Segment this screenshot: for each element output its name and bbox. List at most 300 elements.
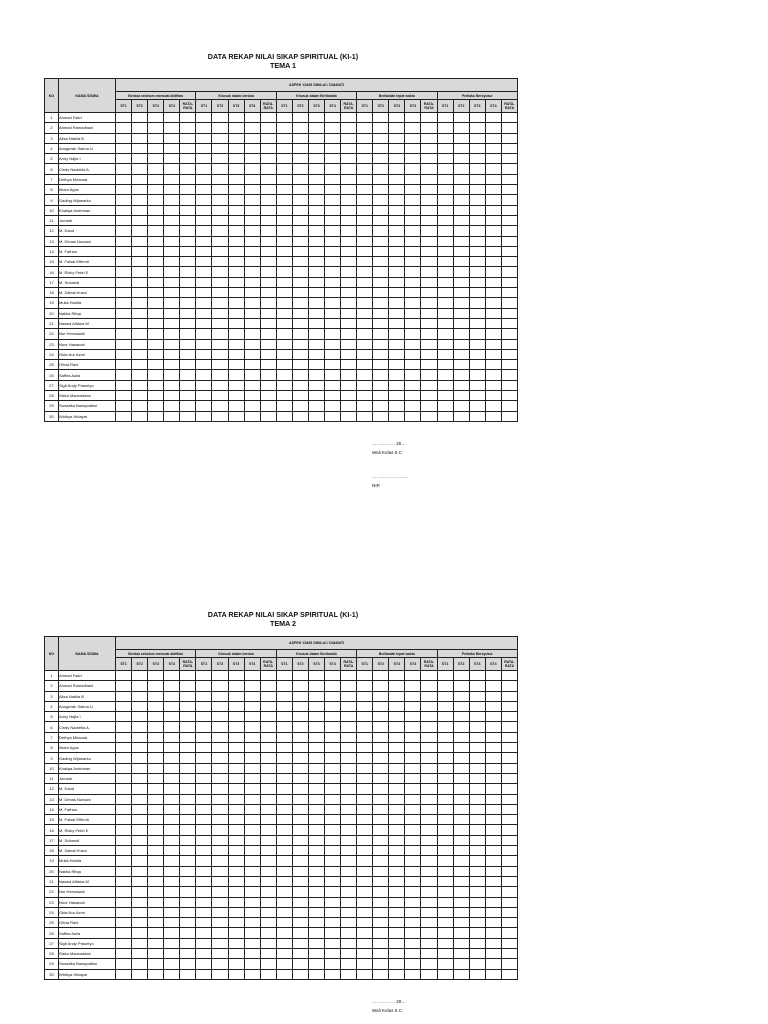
score-cell[interactable]: [244, 722, 260, 732]
score-cell[interactable]: [501, 236, 517, 246]
score-cell[interactable]: [148, 825, 164, 835]
score-cell[interactable]: [212, 681, 228, 691]
score-cell[interactable]: [212, 969, 228, 979]
score-cell[interactable]: [389, 288, 405, 298]
score-cell[interactable]: [469, 215, 485, 225]
score-cell[interactable]: [308, 969, 324, 979]
score-cell[interactable]: [212, 370, 228, 380]
score-cell[interactable]: [373, 701, 389, 711]
score-cell[interactable]: [116, 360, 132, 370]
score-cell[interactable]: [212, 794, 228, 804]
score-cell[interactable]: [164, 195, 180, 205]
score-cell[interactable]: [116, 257, 132, 267]
score-cell[interactable]: [196, 897, 212, 907]
score-cell[interactable]: [116, 969, 132, 979]
score-cell[interactable]: [469, 174, 485, 184]
score-cell[interactable]: [164, 360, 180, 370]
score-cell[interactable]: [260, 277, 276, 287]
score-cell[interactable]: [453, 918, 469, 928]
score-cell[interactable]: [485, 773, 501, 783]
score-cell[interactable]: [421, 113, 437, 123]
score-cell[interactable]: [244, 773, 260, 783]
score-cell[interactable]: [292, 959, 308, 969]
score-cell[interactable]: [196, 257, 212, 267]
score-cell[interactable]: [196, 185, 212, 195]
score-cell[interactable]: [357, 773, 373, 783]
score-cell[interactable]: [228, 143, 244, 153]
score-cell[interactable]: [164, 318, 180, 328]
score-cell[interactable]: [228, 949, 244, 959]
score-cell[interactable]: [260, 897, 276, 907]
score-cell[interactable]: [308, 339, 324, 349]
score-cell[interactable]: [373, 959, 389, 969]
score-cell[interactable]: [341, 732, 357, 742]
score-cell[interactable]: [276, 391, 292, 401]
score-cell[interactable]: [485, 866, 501, 876]
score-cell[interactable]: [292, 722, 308, 732]
score-cell[interactable]: [405, 784, 421, 794]
score-cell[interactable]: [501, 288, 517, 298]
score-cell[interactable]: [164, 143, 180, 153]
score-cell[interactable]: [116, 671, 132, 681]
score-cell[interactable]: [164, 671, 180, 681]
score-cell[interactable]: [228, 411, 244, 421]
score-cell[interactable]: [292, 835, 308, 845]
score-cell[interactable]: [437, 391, 453, 401]
score-cell[interactable]: [405, 288, 421, 298]
score-cell[interactable]: [325, 360, 341, 370]
score-cell[interactable]: [389, 856, 405, 866]
score-cell[interactable]: [308, 226, 324, 236]
score-cell[interactable]: [116, 928, 132, 938]
score-cell[interactable]: [501, 123, 517, 133]
score-cell[interactable]: [292, 712, 308, 722]
score-cell[interactable]: [132, 164, 148, 174]
score-cell[interactable]: [116, 773, 132, 783]
score-cell[interactable]: [341, 918, 357, 928]
score-cell[interactable]: [373, 370, 389, 380]
score-cell[interactable]: [437, 185, 453, 195]
score-cell[interactable]: [325, 701, 341, 711]
score-cell[interactable]: [325, 154, 341, 164]
score-cell[interactable]: [325, 846, 341, 856]
score-cell[interactable]: [196, 928, 212, 938]
score-cell[interactable]: [405, 391, 421, 401]
score-cell[interactable]: [228, 246, 244, 256]
score-cell[interactable]: [260, 825, 276, 835]
score-cell[interactable]: [453, 928, 469, 938]
score-cell[interactable]: [341, 123, 357, 133]
score-cell[interactable]: [485, 205, 501, 215]
score-cell[interactable]: [244, 794, 260, 804]
score-cell[interactable]: [116, 681, 132, 691]
score-cell[interactable]: [405, 339, 421, 349]
score-cell[interactable]: [196, 681, 212, 691]
score-cell[interactable]: [501, 113, 517, 123]
score-cell[interactable]: [341, 277, 357, 287]
score-cell[interactable]: [132, 959, 148, 969]
score-cell[interactable]: [373, 380, 389, 390]
score-cell[interactable]: [180, 691, 196, 701]
score-cell[interactable]: [228, 298, 244, 308]
score-cell[interactable]: [453, 185, 469, 195]
score-cell[interactable]: [341, 226, 357, 236]
score-cell[interactable]: [260, 722, 276, 732]
score-cell[interactable]: [132, 856, 148, 866]
score-cell[interactable]: [180, 794, 196, 804]
score-cell[interactable]: [292, 701, 308, 711]
score-cell[interactable]: [260, 969, 276, 979]
score-cell[interactable]: [212, 277, 228, 287]
score-cell[interactable]: [164, 959, 180, 969]
score-cell[interactable]: [308, 825, 324, 835]
score-cell[interactable]: [325, 277, 341, 287]
score-cell[interactable]: [276, 226, 292, 236]
score-cell[interactable]: [244, 257, 260, 267]
score-cell[interactable]: [501, 681, 517, 691]
score-cell[interactable]: [405, 691, 421, 701]
score-cell[interactable]: [196, 133, 212, 143]
score-cell[interactable]: [228, 846, 244, 856]
score-cell[interactable]: [196, 784, 212, 794]
score-cell[interactable]: [196, 846, 212, 856]
score-cell[interactable]: [308, 174, 324, 184]
score-cell[interactable]: [325, 804, 341, 814]
score-cell[interactable]: [116, 267, 132, 277]
score-cell[interactable]: [212, 113, 228, 123]
score-cell[interactable]: [405, 380, 421, 390]
score-cell[interactable]: [244, 763, 260, 773]
score-cell[interactable]: [132, 938, 148, 948]
score-cell[interactable]: [228, 154, 244, 164]
score-cell[interactable]: [292, 401, 308, 411]
score-cell[interactable]: [276, 195, 292, 205]
score-cell[interactable]: [212, 897, 228, 907]
score-cell[interactable]: [164, 185, 180, 195]
score-cell[interactable]: [325, 753, 341, 763]
score-cell[interactable]: [501, 928, 517, 938]
score-cell[interactable]: [325, 113, 341, 123]
score-cell[interactable]: [132, 794, 148, 804]
score-cell[interactable]: [180, 835, 196, 845]
score-cell[interactable]: [276, 318, 292, 328]
score-cell[interactable]: [421, 897, 437, 907]
score-cell[interactable]: [453, 712, 469, 722]
score-cell[interactable]: [469, 123, 485, 133]
score-cell[interactable]: [212, 288, 228, 298]
score-cell[interactable]: [485, 681, 501, 691]
score-cell[interactable]: [357, 815, 373, 825]
score-cell[interactable]: [260, 349, 276, 359]
score-cell[interactable]: [389, 133, 405, 143]
score-cell[interactable]: [116, 949, 132, 959]
score-cell[interactable]: [453, 391, 469, 401]
score-cell[interactable]: [501, 846, 517, 856]
score-cell[interactable]: [437, 174, 453, 184]
score-cell[interactable]: [421, 815, 437, 825]
score-cell[interactable]: [244, 969, 260, 979]
score-cell[interactable]: [228, 691, 244, 701]
score-cell[interactable]: [469, 784, 485, 794]
score-cell[interactable]: [469, 308, 485, 318]
score-cell[interactable]: [405, 267, 421, 277]
score-cell[interactable]: [164, 701, 180, 711]
score-cell[interactable]: [437, 846, 453, 856]
score-cell[interactable]: [501, 411, 517, 421]
score-cell[interactable]: [148, 763, 164, 773]
score-cell[interactable]: [116, 907, 132, 917]
score-cell[interactable]: [405, 712, 421, 722]
score-cell[interactable]: [244, 154, 260, 164]
score-cell[interactable]: [357, 949, 373, 959]
score-cell[interactable]: [228, 866, 244, 876]
score-cell[interactable]: [421, 370, 437, 380]
score-cell[interactable]: [357, 732, 373, 742]
score-cell[interactable]: [485, 123, 501, 133]
score-cell[interactable]: [116, 743, 132, 753]
score-cell[interactable]: [244, 928, 260, 938]
score-cell[interactable]: [501, 815, 517, 825]
score-cell[interactable]: [341, 712, 357, 722]
score-cell[interactable]: [437, 329, 453, 339]
score-cell[interactable]: [453, 288, 469, 298]
score-cell[interactable]: [437, 835, 453, 845]
score-cell[interactable]: [212, 732, 228, 742]
score-cell[interactable]: [148, 123, 164, 133]
score-cell[interactable]: [437, 226, 453, 236]
score-cell[interactable]: [421, 401, 437, 411]
score-cell[interactable]: [244, 370, 260, 380]
score-cell[interactable]: [437, 887, 453, 897]
score-cell[interactable]: [501, 380, 517, 390]
score-cell[interactable]: [421, 846, 437, 856]
score-cell[interactable]: [341, 846, 357, 856]
score-cell[interactable]: [485, 391, 501, 401]
score-cell[interactable]: [469, 897, 485, 907]
score-cell[interactable]: [260, 236, 276, 246]
score-cell[interactable]: [485, 856, 501, 866]
score-cell[interactable]: [373, 195, 389, 205]
score-cell[interactable]: [212, 349, 228, 359]
score-cell[interactable]: [212, 329, 228, 339]
score-cell[interactable]: [485, 753, 501, 763]
score-cell[interactable]: [485, 835, 501, 845]
score-cell[interactable]: [485, 257, 501, 267]
score-cell[interactable]: [357, 846, 373, 856]
score-cell[interactable]: [501, 164, 517, 174]
score-cell[interactable]: [276, 794, 292, 804]
score-cell[interactable]: [292, 246, 308, 256]
score-cell[interactable]: [180, 267, 196, 277]
score-cell[interactable]: [325, 763, 341, 773]
score-cell[interactable]: [244, 298, 260, 308]
score-cell[interactable]: [276, 969, 292, 979]
score-cell[interactable]: [389, 349, 405, 359]
score-cell[interactable]: [341, 349, 357, 359]
score-cell[interactable]: [421, 712, 437, 722]
score-cell[interactable]: [308, 743, 324, 753]
score-cell[interactable]: [292, 907, 308, 917]
score-cell[interactable]: [437, 753, 453, 763]
score-cell[interactable]: [325, 959, 341, 969]
score-cell[interactable]: [357, 164, 373, 174]
score-cell[interactable]: [501, 887, 517, 897]
score-cell[interactable]: [148, 753, 164, 763]
score-cell[interactable]: [485, 969, 501, 979]
score-cell[interactable]: [469, 236, 485, 246]
score-cell[interactable]: [405, 236, 421, 246]
score-cell[interactable]: [357, 691, 373, 701]
score-cell[interactable]: [148, 185, 164, 195]
score-cell[interactable]: [341, 257, 357, 267]
score-cell[interactable]: [485, 887, 501, 897]
score-cell[interactable]: [244, 308, 260, 318]
score-cell[interactable]: [437, 712, 453, 722]
score-cell[interactable]: [485, 763, 501, 773]
score-cell[interactable]: [292, 174, 308, 184]
score-cell[interactable]: [341, 907, 357, 917]
score-cell[interactable]: [116, 380, 132, 390]
score-cell[interactable]: [260, 794, 276, 804]
score-cell[interactable]: [485, 691, 501, 701]
score-cell[interactable]: [276, 174, 292, 184]
score-cell[interactable]: [453, 825, 469, 835]
score-cell[interactable]: [405, 763, 421, 773]
score-cell[interactable]: [164, 349, 180, 359]
score-cell[interactable]: [421, 763, 437, 773]
score-cell[interactable]: [389, 298, 405, 308]
score-cell[interactable]: [325, 712, 341, 722]
score-cell[interactable]: [405, 773, 421, 783]
score-cell[interactable]: [228, 712, 244, 722]
score-cell[interactable]: [180, 215, 196, 225]
score-cell[interactable]: [341, 743, 357, 753]
score-cell[interactable]: [196, 236, 212, 246]
score-cell[interactable]: [148, 815, 164, 825]
score-cell[interactable]: [308, 959, 324, 969]
score-cell[interactable]: [260, 753, 276, 763]
score-cell[interactable]: [132, 277, 148, 287]
score-cell[interactable]: [357, 133, 373, 143]
score-cell[interactable]: [276, 380, 292, 390]
score-cell[interactable]: [148, 154, 164, 164]
score-cell[interactable]: [148, 887, 164, 897]
score-cell[interactable]: [453, 784, 469, 794]
score-cell[interactable]: [373, 722, 389, 732]
score-cell[interactable]: [244, 133, 260, 143]
score-cell[interactable]: [132, 318, 148, 328]
score-cell[interactable]: [244, 804, 260, 814]
score-cell[interactable]: [292, 671, 308, 681]
score-cell[interactable]: [469, 969, 485, 979]
score-cell[interactable]: [341, 969, 357, 979]
score-cell[interactable]: [501, 784, 517, 794]
score-cell[interactable]: [389, 215, 405, 225]
score-cell[interactable]: [421, 938, 437, 948]
score-cell[interactable]: [148, 722, 164, 732]
score-cell[interactable]: [421, 825, 437, 835]
score-cell[interactable]: [437, 277, 453, 287]
score-cell[interactable]: [453, 763, 469, 773]
score-cell[interactable]: [132, 185, 148, 195]
score-cell[interactable]: [276, 763, 292, 773]
score-cell[interactable]: [276, 876, 292, 886]
score-cell[interactable]: [228, 784, 244, 794]
score-cell[interactable]: [373, 267, 389, 277]
score-cell[interactable]: [469, 671, 485, 681]
score-cell[interactable]: [276, 143, 292, 153]
score-cell[interactable]: [228, 753, 244, 763]
score-cell[interactable]: [501, 959, 517, 969]
score-cell[interactable]: [212, 205, 228, 215]
score-cell[interactable]: [132, 236, 148, 246]
score-cell[interactable]: [164, 835, 180, 845]
score-cell[interactable]: [228, 681, 244, 691]
score-cell[interactable]: [244, 856, 260, 866]
score-cell[interactable]: [405, 349, 421, 359]
score-cell[interactable]: [501, 794, 517, 804]
score-cell[interactable]: [341, 856, 357, 866]
score-cell[interactable]: [308, 907, 324, 917]
score-cell[interactable]: [357, 784, 373, 794]
score-cell[interactable]: [405, 887, 421, 897]
score-cell[interactable]: [501, 277, 517, 287]
score-cell[interactable]: [132, 226, 148, 236]
score-cell[interactable]: [244, 784, 260, 794]
score-cell[interactable]: [373, 835, 389, 845]
score-cell[interactable]: [292, 298, 308, 308]
score-cell[interactable]: [389, 876, 405, 886]
score-cell[interactable]: [469, 349, 485, 359]
score-cell[interactable]: [453, 876, 469, 886]
score-cell[interactable]: [260, 763, 276, 773]
score-cell[interactable]: [196, 835, 212, 845]
score-cell[interactable]: [212, 959, 228, 969]
score-cell[interactable]: [357, 205, 373, 215]
score-cell[interactable]: [308, 804, 324, 814]
score-cell[interactable]: [325, 185, 341, 195]
score-cell[interactable]: [405, 154, 421, 164]
score-cell[interactable]: [244, 391, 260, 401]
score-cell[interactable]: [308, 876, 324, 886]
score-cell[interactable]: [196, 671, 212, 681]
score-cell[interactable]: [244, 123, 260, 133]
score-cell[interactable]: [389, 938, 405, 948]
score-cell[interactable]: [196, 174, 212, 184]
score-cell[interactable]: [373, 681, 389, 691]
score-cell[interactable]: [405, 743, 421, 753]
score-cell[interactable]: [501, 949, 517, 959]
score-cell[interactable]: [132, 671, 148, 681]
score-cell[interactable]: [485, 133, 501, 143]
score-cell[interactable]: [148, 794, 164, 804]
score-cell[interactable]: [196, 876, 212, 886]
score-cell[interactable]: [260, 267, 276, 277]
score-cell[interactable]: [180, 671, 196, 681]
score-cell[interactable]: [453, 349, 469, 359]
score-cell[interactable]: [260, 257, 276, 267]
score-cell[interactable]: [405, 133, 421, 143]
score-cell[interactable]: [148, 391, 164, 401]
score-cell[interactable]: [373, 257, 389, 267]
score-cell[interactable]: [212, 825, 228, 835]
score-cell[interactable]: [389, 918, 405, 928]
score-cell[interactable]: [148, 732, 164, 742]
score-cell[interactable]: [485, 897, 501, 907]
score-cell[interactable]: [325, 732, 341, 742]
score-cell[interactable]: [389, 205, 405, 215]
score-cell[interactable]: [357, 712, 373, 722]
